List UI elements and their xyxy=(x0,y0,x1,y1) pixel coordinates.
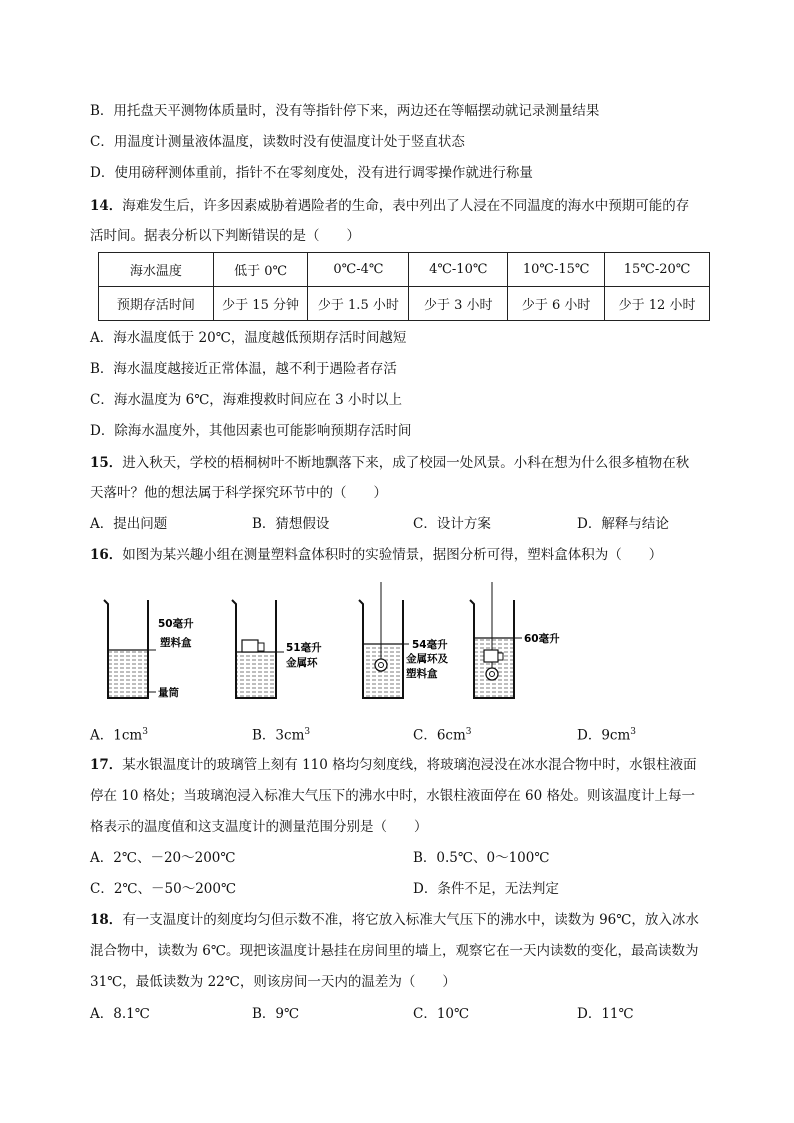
q16-number: 16． xyxy=(90,547,123,563)
table-cell: 0℃-4℃ xyxy=(308,253,409,287)
q18-option-c: C．10℃ xyxy=(413,1006,470,1022)
q15-option-c: C．设计方案 xyxy=(413,516,491,532)
q17-stem-line1: 17．某水银温度计的玻璃管上刻有 110 格均匀刻度线，将玻璃泡浸没在冰水混合物中时，水银柱液面 xyxy=(90,757,697,773)
survival-table xyxy=(98,252,710,321)
q15-number: 15． xyxy=(90,455,123,471)
c3-ring-box-label-2: 塑料盒 xyxy=(406,668,438,680)
q16-stem-line1: 16．如图为某兴趣小组在测量塑料盒体积时的实验情景，据图分析可得，塑料盒体积为（ ） xyxy=(90,547,663,563)
q17-option-b: B．0.5℃、0～100℃ xyxy=(413,850,550,866)
q14-stem-line1: 14．海难发生后，许多因素威胁着遇险者的生命，表中列出了人浸在不同温度的海水中预期可能的存 xyxy=(90,198,690,214)
q17-option-c: C．2℃、－50～200℃ xyxy=(90,881,237,897)
q14-option-b: B．海水温度越接近正常体温，越不利于遇险者存活 xyxy=(90,361,397,377)
c2-reading-label: 51毫升 xyxy=(286,642,322,654)
table-cell: 少于 3 小时 xyxy=(409,287,508,321)
q14-number: 14． xyxy=(90,198,123,214)
c1-reading-label: 50毫升 xyxy=(158,618,194,630)
q17-option-a: A．2℃、－20～200℃ xyxy=(90,850,236,866)
q18-stem-line2: 混合物中，读数为 6℃。现把该温度计悬挂在房间里的墙上，观察它在一天内读数的变化，最高读数为 xyxy=(90,943,699,959)
table-cell: 15℃-20℃ xyxy=(605,253,710,287)
c3-ring-box-label-1: 金属环及 xyxy=(406,653,448,665)
q18-option-d: D．11℃ xyxy=(577,1006,634,1022)
q14-option-c: C．海水温度为 6℃，海难搜救时间应在 3 小时以上 xyxy=(90,392,402,408)
q16-option-b: B．$3cm^3$ xyxy=(252,727,311,744)
q16-option-d: D．$9cm^3$ xyxy=(577,727,637,744)
c2-ring-label: 金属环 xyxy=(286,657,318,669)
cylinder-figure xyxy=(96,578,596,713)
c1-box-label: 塑料盒 xyxy=(160,637,192,649)
q13-option-b: B．用托盘天平测物体质量时，没有等指针停下来，两边还在等幅摆动就记录测量结果 xyxy=(90,103,600,119)
q18-option-b: B．9℃ xyxy=(252,1006,300,1022)
table-row xyxy=(99,253,710,287)
q15-stem-line1: 15．进入秋天，学校的梧桐树叶不断地飘落下来，成了校园一处风景。小科在想为什么很多植物在秋 xyxy=(90,455,690,471)
cylinder-3 xyxy=(359,582,448,698)
q16-option-a: A．$1cm^3$ xyxy=(90,727,148,744)
q15-option-d: D．解释与结论 xyxy=(577,516,669,532)
q16-option-c: C．$6cm^3$ xyxy=(413,727,472,744)
q18-stem-line3: 31℃，最低读数为 22℃，则该房间一天内的温差为（ ） xyxy=(90,974,456,990)
table-cell: 预期存活时间 xyxy=(99,287,214,321)
c4-reading-label: 60毫升 xyxy=(524,633,560,645)
q17-stem-line3: 格表示的温度值和这支温度计的测量范围分别是（ ） xyxy=(90,819,428,835)
table-cell: 少于 15 分钟 xyxy=(213,287,308,321)
q18-option-a: A．8.1℃ xyxy=(90,1006,150,1022)
q15-stem-line2: 天落叶？他的想法属于科学探究环节中的（ ） xyxy=(90,485,387,501)
q15-option-a: A．提出问题 xyxy=(90,516,168,532)
cylinder-1 xyxy=(104,600,194,699)
q17-number: 17． xyxy=(90,757,123,773)
table-cell: 4℃-10℃ xyxy=(409,253,508,287)
q14-stem-line2: 活时间。据表分析以下判断错误的是（ ） xyxy=(90,228,360,244)
cylinder-4 xyxy=(470,582,560,698)
q17-option-d: D．条件不足，无法判定 xyxy=(413,881,559,897)
q18-number: 18． xyxy=(90,912,123,928)
table-cell: 海水温度 xyxy=(99,253,214,287)
c3-reading-label: 54毫升 xyxy=(412,639,448,651)
c1-cylinder-label: 量筒 xyxy=(158,687,179,699)
q14-option-d: D．除海水温度外，其他因素也可能影响预期存活时间 xyxy=(90,423,412,439)
q17-stem-line2: 停在 10 格处；当玻璃泡浸入标准大气压下的沸水中时，水银柱液面停在 60 格处。则该温度计上每一 xyxy=(90,788,696,804)
q18-stem-line1: 18．有一支温度计的刻度均匀但示数不准，将它放入标准大气压下的沸水中，读数为 96℃，放入冰水 xyxy=(90,912,699,928)
cylinder-2 xyxy=(232,600,322,698)
table-cell: 少于 6 小时 xyxy=(508,287,605,321)
table-row xyxy=(99,287,710,321)
q13-option-d: D．使用磅秤测体重前，指针不在零刻度处，没有进行调零操作就进行称量 xyxy=(90,165,533,181)
q13-option-c: C．用温度计测量液体温度，读数时没有使温度计处于竖直状态 xyxy=(90,134,465,150)
table-cell: 低于 0℃ xyxy=(213,253,308,287)
table-cell: 少于 1.5 小时 xyxy=(308,287,409,321)
q15-option-b: B．猜想假设 xyxy=(252,516,330,532)
table-cell: 少于 12 小时 xyxy=(605,287,710,321)
table-cell: 10℃-15℃ xyxy=(508,253,605,287)
q14-option-a: A．海水温度低于 20℃，温度越低预期存活时间越短 xyxy=(90,330,407,346)
